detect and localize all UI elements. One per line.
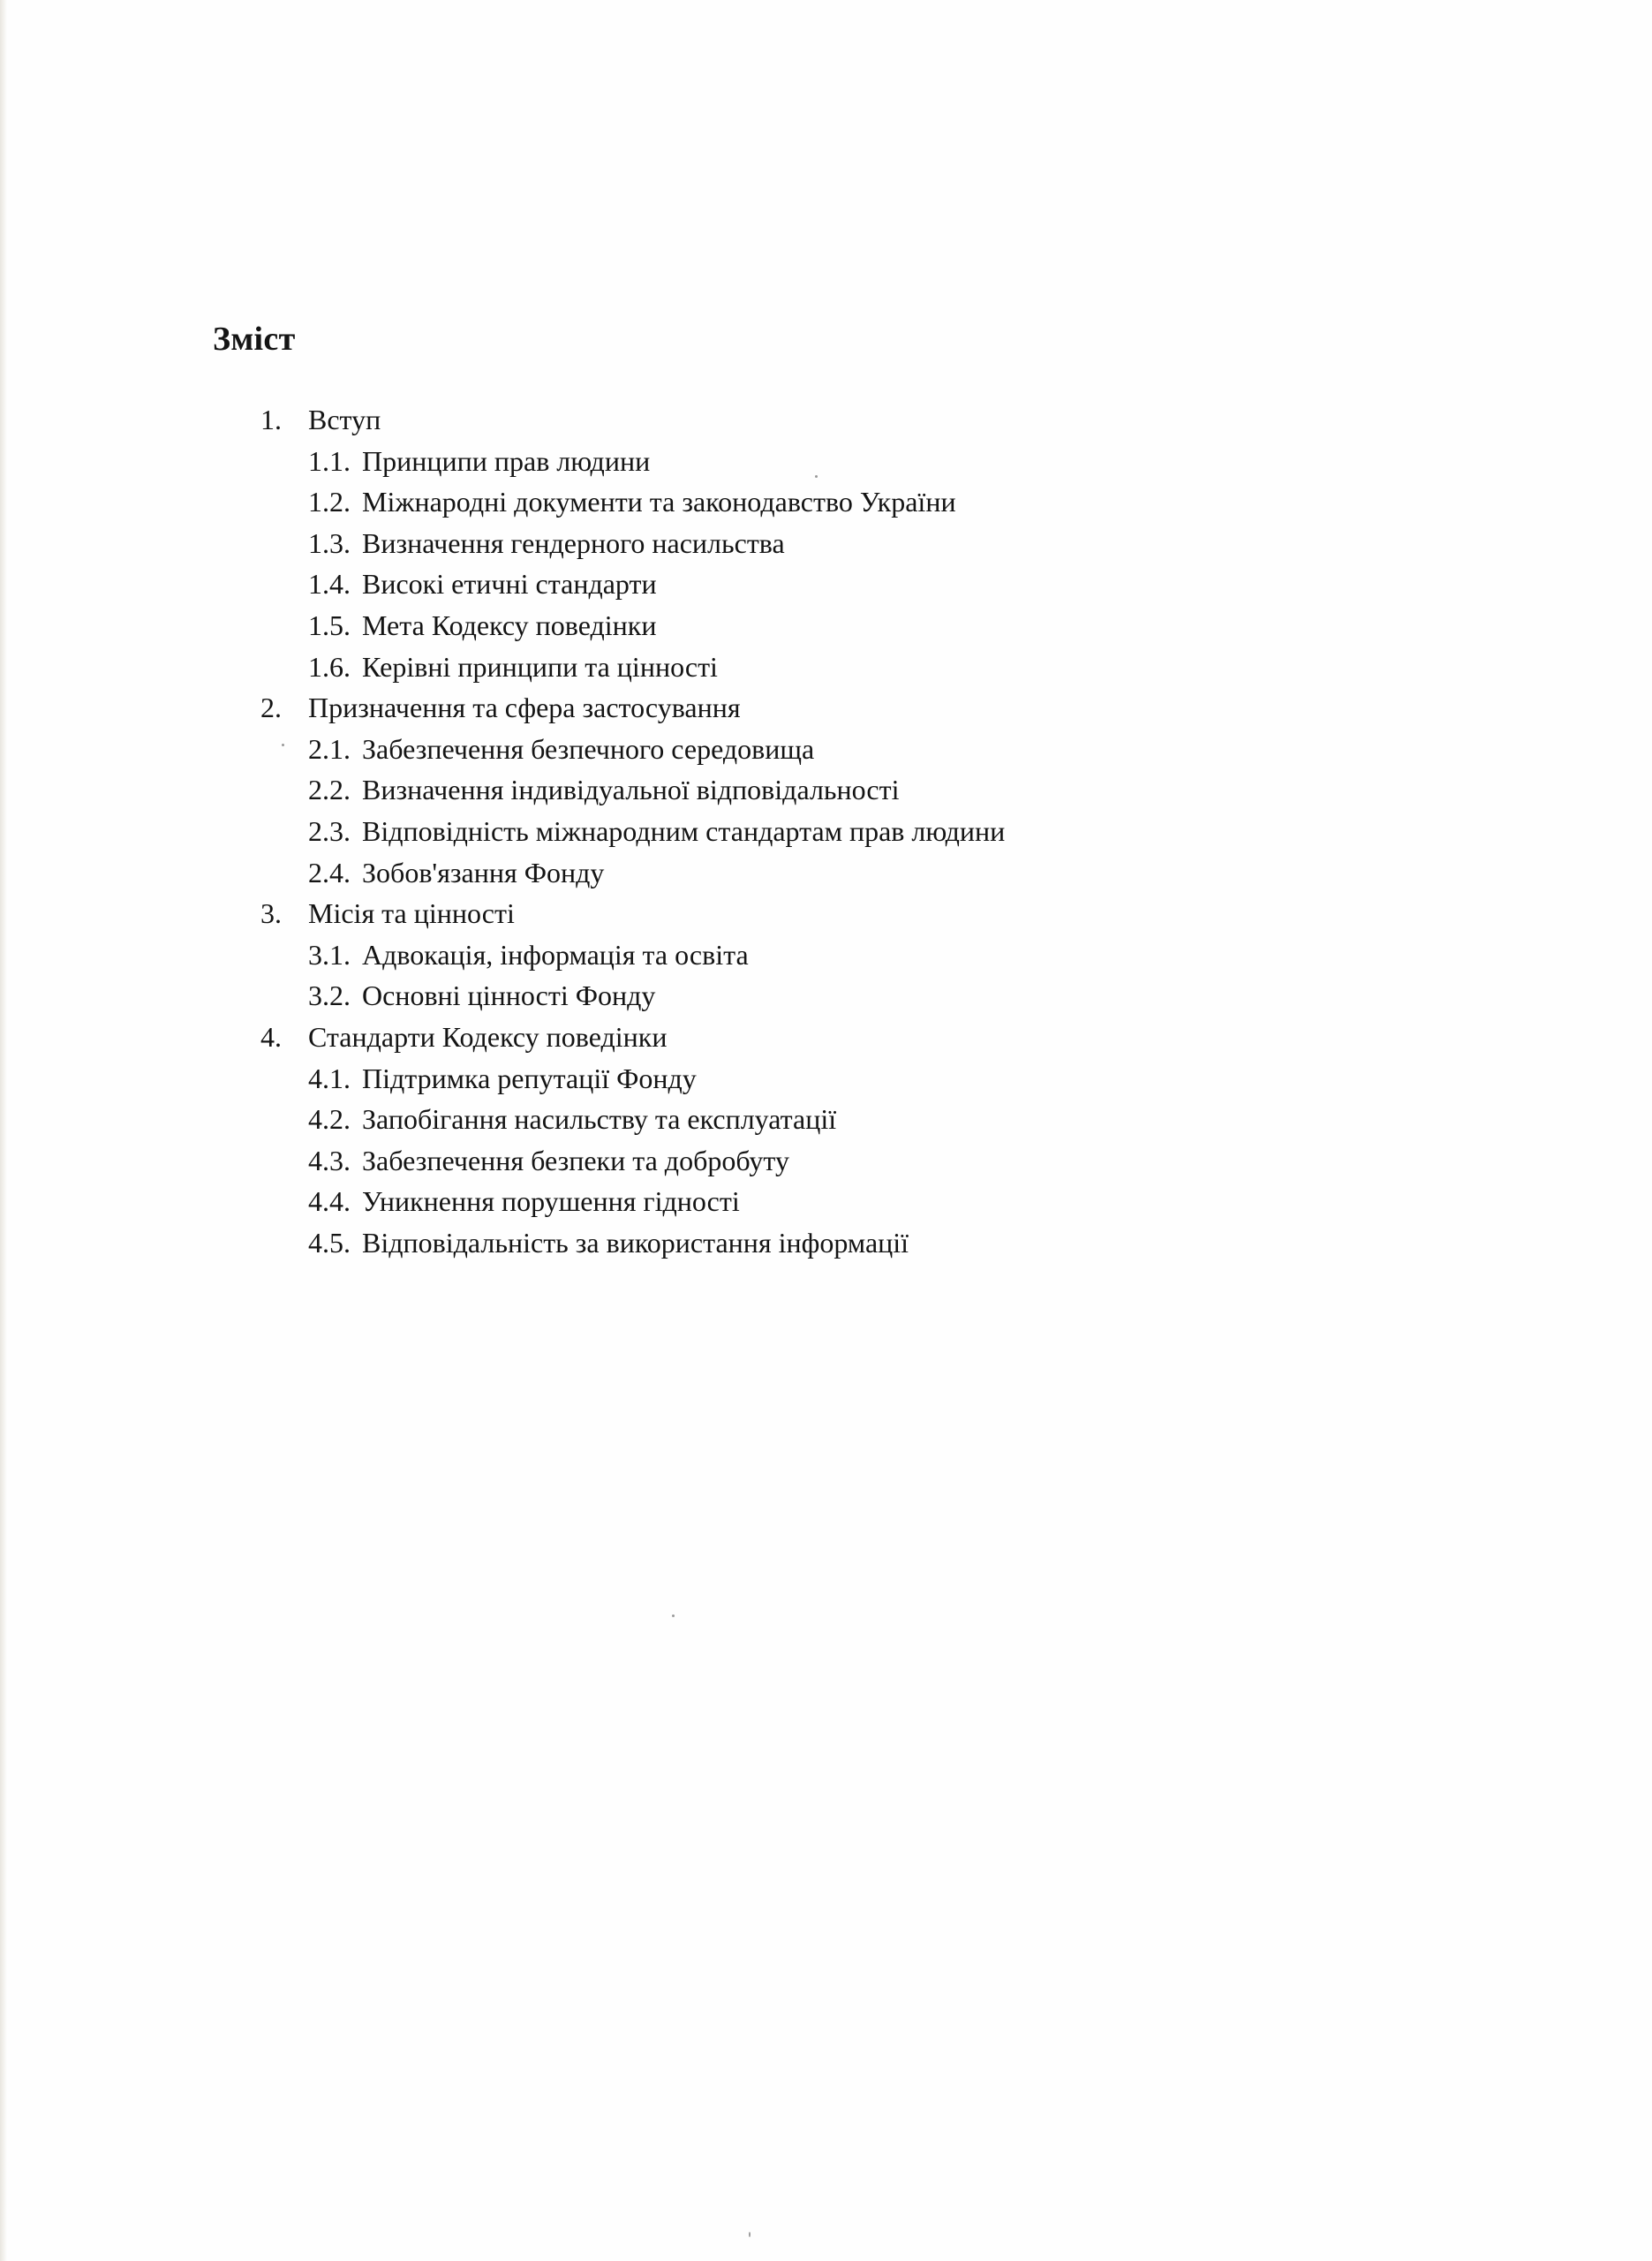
- toc-subsection-title: Забезпечення безпеки та добробуту: [362, 1144, 789, 1176]
- toc-subsection-number: 4.1.: [308, 1062, 351, 1094]
- toc-subsection-number: 1.3.: [308, 526, 351, 559]
- toc-subsection-number: 1.6.: [308, 650, 351, 683]
- toc-section-number: 4.: [260, 1020, 282, 1053]
- toc-subsection-title: Принципи прав людини: [362, 444, 651, 477]
- toc-subsection-title: Запобігання насильству та експлуатації: [362, 1103, 837, 1136]
- scan-speck: [282, 744, 284, 746]
- toc-subsection-number: 1.1.: [308, 444, 351, 477]
- toc-subsection-number: 1.5.: [308, 609, 351, 641]
- toc-subsection-number: 3.1.: [308, 938, 351, 971]
- toc-subsection-number: 2.3.: [308, 814, 351, 847]
- toc-subsection-title: Основні цінності Фонду: [362, 979, 656, 1012]
- toc-subsection-title: Відповідність міжнародним стандартам прав людини: [362, 814, 1006, 847]
- toc-subsection-number: 2.1.: [308, 732, 351, 765]
- toc-subsection-title: Визначення гендерного насильства: [362, 526, 785, 559]
- toc-section-title: Призначення та сфера застосування: [308, 692, 741, 724]
- toc-subsection-number: 2.4.: [308, 856, 351, 889]
- toc-subsection-title: Забезпечення безпечного середовища: [362, 732, 815, 765]
- toc-subsection-title: Відповідальність за використання інформації: [362, 1226, 909, 1259]
- scan-speck: [672, 1614, 675, 1617]
- toc-subsection-title: Підтримка репутації Фонду: [362, 1062, 697, 1094]
- toc-section-title: Місія та цінності: [308, 897, 515, 930]
- toc-section-number: 1.: [260, 404, 282, 435]
- toc-subsection-title: Високі етичні стандарти: [362, 568, 657, 601]
- toc-subsection-title: Визначення індивідуальної відповідальності: [362, 774, 900, 806]
- toc-subsection-number: 4.2.: [308, 1103, 351, 1136]
- toc-subsection-title: Адвокація, інформація та освіта: [362, 938, 749, 971]
- toc-section-number: 3.: [260, 897, 282, 930]
- page-edge-shadow: [0, 0, 7, 2261]
- toc-subsection-number: 4.5.: [308, 1226, 351, 1259]
- scan-speck: [815, 475, 818, 478]
- toc-subsection-number: 3.2.: [308, 979, 351, 1012]
- toc-section-number: 2.: [260, 692, 282, 724]
- toc-subsection-title: Керівні принципи та цінності: [362, 650, 718, 683]
- toc-section-title: Стандарти Кодексу поведінки: [308, 1020, 668, 1053]
- toc-subsection-number: 4.4.: [308, 1185, 351, 1218]
- toc-subsection-number: 2.2.: [308, 774, 351, 806]
- toc-subsection-title: Зобов'язання Фонду: [362, 856, 605, 889]
- toc-subsection-title: Мета Кодексу поведінки: [362, 609, 657, 641]
- toc-subsection-title: Уникнення порушення гідності: [362, 1185, 740, 1218]
- toc-subsection-title: Міжнародні документи та законодавство України: [362, 486, 956, 518]
- toc-subsection-number: 1.2.: [308, 486, 351, 518]
- page-title: Зміст: [213, 321, 296, 358]
- toc-subsection-number: 4.3.: [308, 1144, 351, 1176]
- scan-speck: [749, 2232, 751, 2237]
- toc-subsection-number: 1.4.: [308, 568, 351, 601]
- toc-section-title: Вступ: [308, 404, 381, 435]
